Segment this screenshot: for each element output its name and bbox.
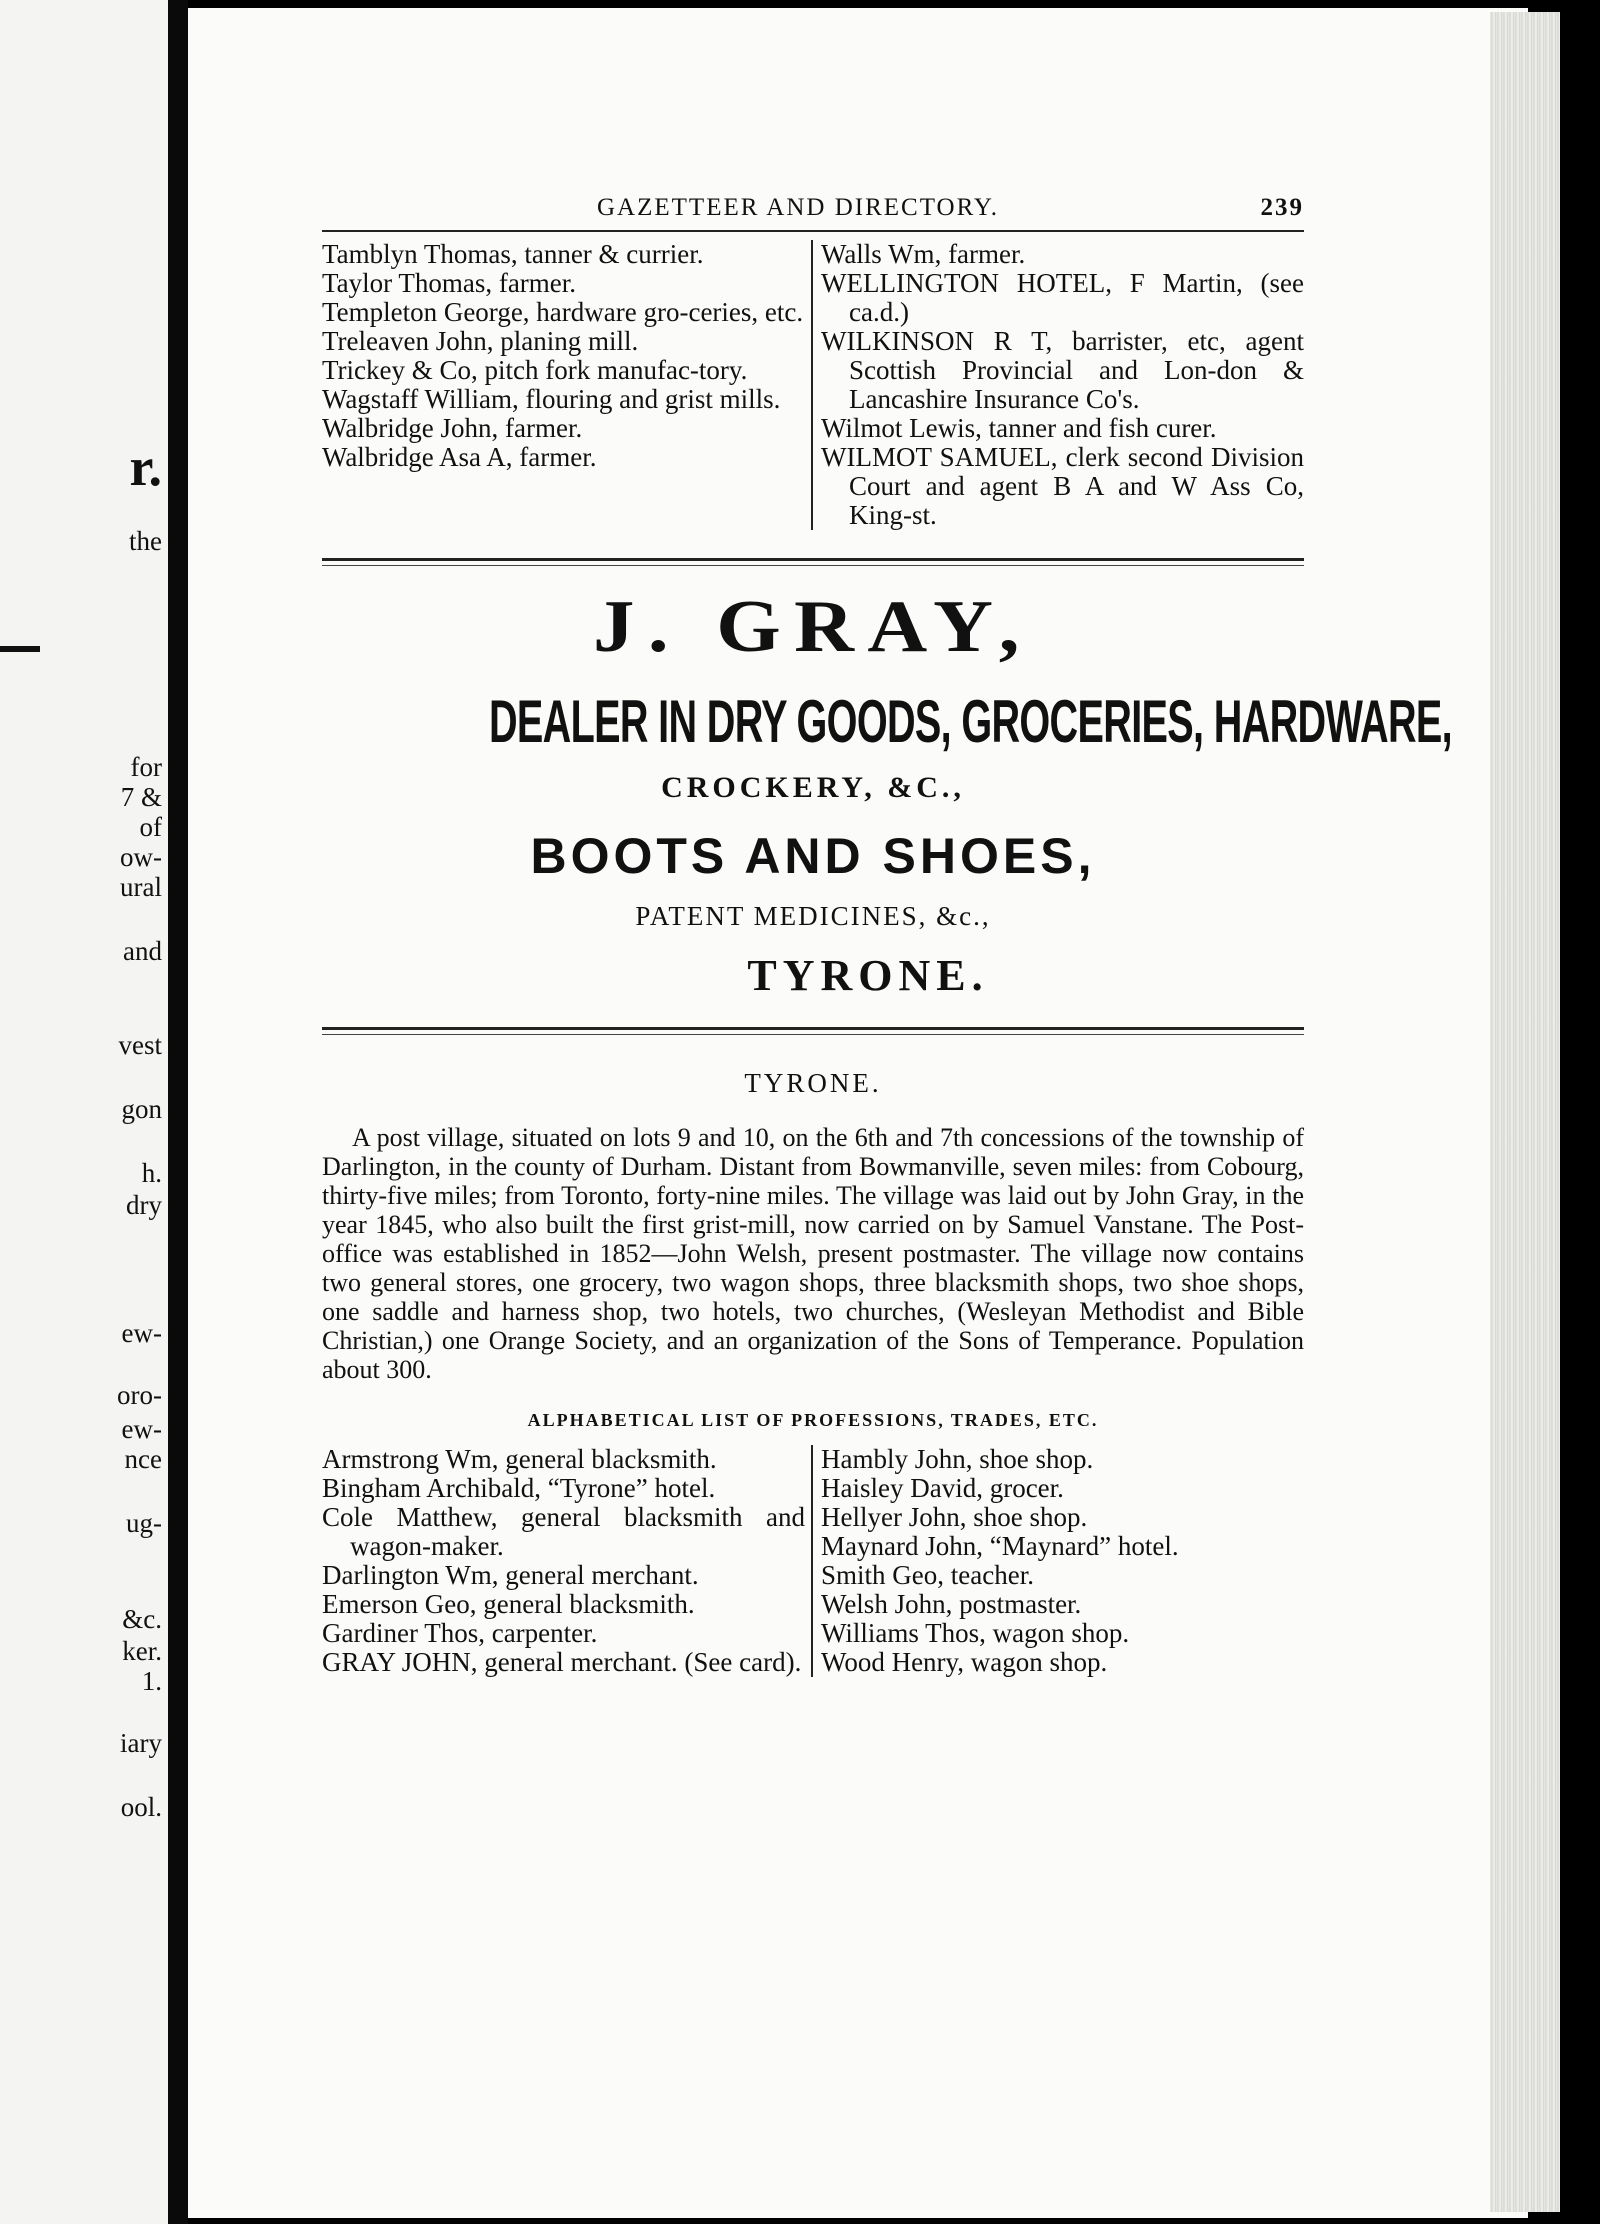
left-fragment: 7 & [120,782,162,812]
trade-entry: Cole Matthew, general blacksmith and wagon-maker. [322,1502,805,1561]
left-fragment: ow- [120,842,162,872]
advert-name: J. GRAY, [593,586,1033,668]
running-title: GAZETTEER AND DIRECTORY. [597,194,999,221]
advert-top-rule [322,558,1304,561]
trade-entry: Williams Thos, wagon shop. [821,1618,1130,1648]
trade-entry: Bingham Archibald, “Tyrone” hotel. [322,1473,716,1503]
list-heading: ALPHABETICAL LIST OF PROFESSIONS, TRADES, ETC. [527,1410,1099,1430]
directory-right-column [813,240,1304,530]
page-edges [1490,12,1560,2212]
directory-entry: Trickey & Co, pitch fork manufac-tory. [322,355,748,385]
left-fragment: dry [126,1190,162,1220]
left-fragment: iary [120,1728,162,1758]
left-fragment: and [123,936,162,966]
book-gutter [168,0,188,2224]
directory-entry: Walbridge Asa A, farmer. [322,442,597,472]
advert-patent-line: PATENT MEDICINES, &c., [635,901,991,931]
directory-entry: Tamblyn Thomas, tanner & currier. [322,239,704,269]
left-fragment: h. [141,1158,162,1188]
trade-entry: Wood Henry, wagon shop. [821,1647,1108,1677]
directory-entry: Templeton George, hardware gro-ceries, etc. [322,297,804,327]
left-fragment: nce [124,1444,162,1474]
previous-page-sliver [0,0,168,2224]
directory-entry: Treleaven John, planing mill. [322,326,639,356]
trade-entry: Hellyer John, shoe shop. [821,1502,1088,1532]
left-fragment: ool. [120,1792,162,1822]
left-fragment: ug- [126,1508,162,1538]
trade-entry: Hambly John, shoe shop. [821,1444,1094,1474]
trade-entry: Maynard John, “Maynard” hotel. [821,1531,1179,1561]
trade-entry: Armstrong Wm, general blacksmith. [322,1444,717,1474]
directory-entry: Wilmot Lewis, tanner and fish curer. [821,413,1217,443]
advert-town: TYRONE. [747,951,989,1000]
left-fragment: gon [121,1094,162,1124]
left-rule [0,646,40,652]
left-fragment: vest [118,1030,162,1060]
directory-entry: WILKINSON R T, barrister, etc, agent Scottish Provincial and Lon-don & Lancashire Insurance Co's. [821,326,1304,414]
directory-entry: Walbridge John, farmer. [322,413,583,443]
trade-entry: Smith Geo, teacher. [821,1560,1034,1590]
section-paragraph: A post village, situated on lots 9 and 10, on the 6th and 7th concessions of the township of Darlington, in the county of Durham. Distant from Bowmanville, seven miles: from Cobourg, thirty-five miles; from Toronto, forty-nine miles. The village was laid out by John Gray, in the year 1845, who also built the first grist-mill, now carried on by Samuel Vanstane. The Post-office was established in 1852—John Welsh, present postmaster. The village now contains two general stores, one grocery, two wagon shops, three blacksmith shops, two shoe shops, one saddle and harness shop, two hotels, two churches, (Wesleyan Methodist and Bible Christian,) one Orange Society, and an organization of the Sons of Temperance. Population about 300. [322,1123,1304,1384]
left-fragment: ural [120,872,162,902]
advert-boots-line: BOOTS AND SHOES, [530,828,1096,884]
section-heading: TYRONE. [744,1068,882,1098]
gray-advertisement [322,586,1452,1001]
advert-crockery-line: CROCKERY, &C., [661,771,965,804]
directory-entry: Taylor Thomas, farmer. [322,268,577,298]
trade-entry: Welsh John, postmaster. [821,1589,1082,1619]
left-fragment: r. [129,437,162,497]
left-fragment: ew- [121,1318,162,1348]
advert-bottom-rule [322,1027,1304,1030]
left-fragment: for [130,752,162,782]
directory-entry: Walls Wm, farmer. [821,239,1026,269]
running-head [322,190,1304,232]
left-fragment: of [139,812,162,842]
directory-left-column [322,240,813,530]
directory-entry: WELLINGTON HOTEL, F Martin, (see ca.d.) [821,268,1304,327]
trade-entry: Emerson Geo, general blacksmith. [322,1589,695,1619]
trades-right-column [813,1445,1304,1677]
trades-columns [322,1445,1304,1677]
left-fragment: ew- [121,1414,162,1444]
page-content [322,190,1452,1677]
left-fragment: ker. [122,1636,162,1666]
advert-dealer-line: DEALER IN DRY GOODS, GROCERIES, HARDWARE, [488,688,1452,755]
page-number: 239 [1260,194,1304,221]
directory-entry: Wagstaff William, flouring and grist mills. [322,384,781,414]
trade-entry: Darlington Wm, general merchant. [322,1560,699,1590]
directory-columns [322,240,1304,530]
trades-left-column [322,1445,813,1677]
left-fragment: the [129,526,162,556]
directory-entry: WILMOT SAMUEL, clerk second Division Court and agent B A and W Ass Co, King-st. [821,442,1304,530]
left-fragment: &c. [122,1604,162,1634]
left-fragment: 1. [141,1666,162,1696]
trade-entry: Haisley David, grocer. [821,1473,1064,1503]
trade-entry: GRAY JOHN, general merchant. (See card). [322,1647,802,1677]
trade-entry: Gardiner Thos, carpenter. [322,1618,598,1648]
left-fragment: oro- [117,1380,162,1410]
